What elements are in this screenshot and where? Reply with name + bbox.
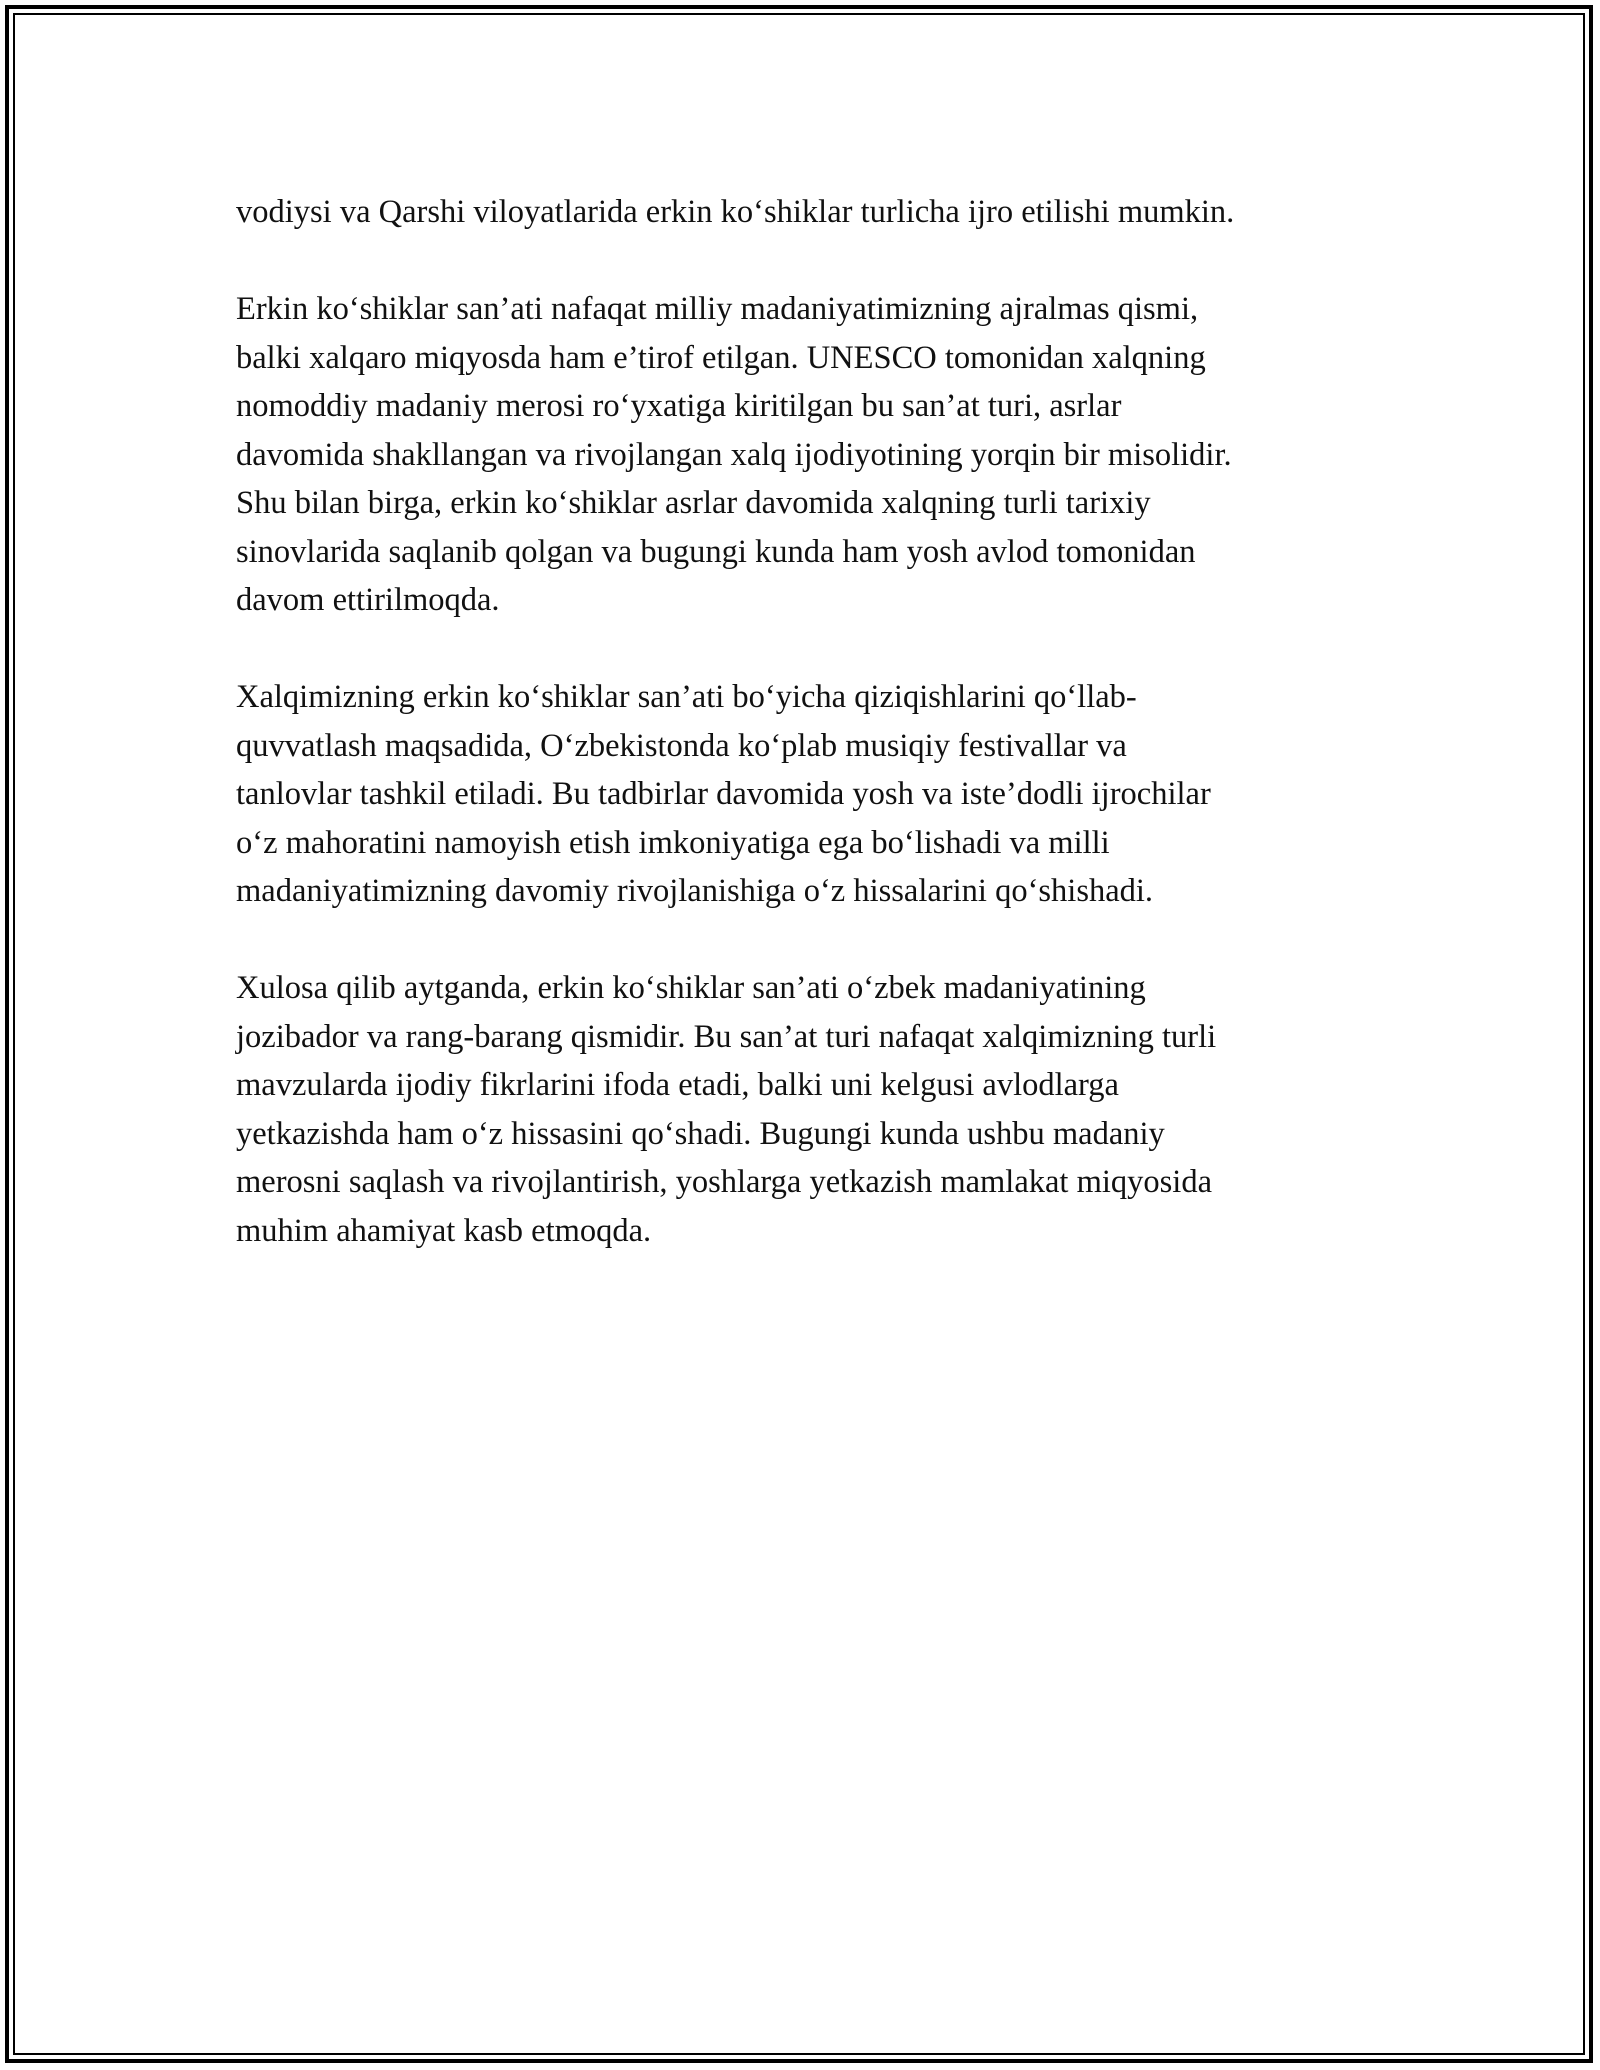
paragraph-2: Erkin ko‘shiklar san’ati nafaqat milliy madaniyatimizning ajralmas qismi, balki xalqaro miqyosda ham e’tirof etilgan. UNESCO tomonidan xalqning nomoddiy madaniy merosi ro‘yxatiga kiritilgan bu san’at turi, asrlar davomida shakllangan va rivojlangan xalq ijodiyotining yorqin bir misolidir. Shu bilan birga, erkin ko‘shiklar asrlar davomida xalqning turli tarixiy sinovlarida saqlanib qolgan va bugungi kunda ham yosh avlod tomonidan davom ettirilmoqda. xyxy=(236,291,1232,618)
paragraph-1: vodiysi va Qarshi viloyatlarida erkin ko‘shiklar turlicha ijro etilishi mumkin. xyxy=(236,194,1235,230)
paragraph-4: Xulosa qilib aytganda, erkin ko‘shiklar san’ati o‘zbek madaniyatining jozibador va rang-barang qismidir. Bu san’at turi nafaqat xalqimizning turli mavzularda ijodiy fikrlarini ifoda etadi, balki uni kelgusi avlodlarga yetkazishda ham o‘z hissasini qo‘shadi. Bugungi kunda ushbu madaniy merosni saqlash va rivojlantirish, yoshlarga yetkazish mamlakat miqyosida muhim ahamiyat kasb etmoqda. xyxy=(236,970,1217,1249)
document-body xyxy=(236,188,1376,1304)
paragraph-3: Xalqimizning erkin ko‘shiklar san’ati bo‘yicha qiziqishlarini qo‘llab- quvvatlash maqsadida, O‘zbekistonda ko‘plab musiqiy festivallar va tanlovlar tashkil etiladi. Bu tadbirlar davomida yosh va iste’dodli ijrochilar o‘z mahoratini namoyish etish imkoniyatiga ega bo‘lishadi va milli madaniyatimizning davomiy rivojlanishiga o‘z hissalarini qo‘shishadi. xyxy=(236,679,1211,909)
